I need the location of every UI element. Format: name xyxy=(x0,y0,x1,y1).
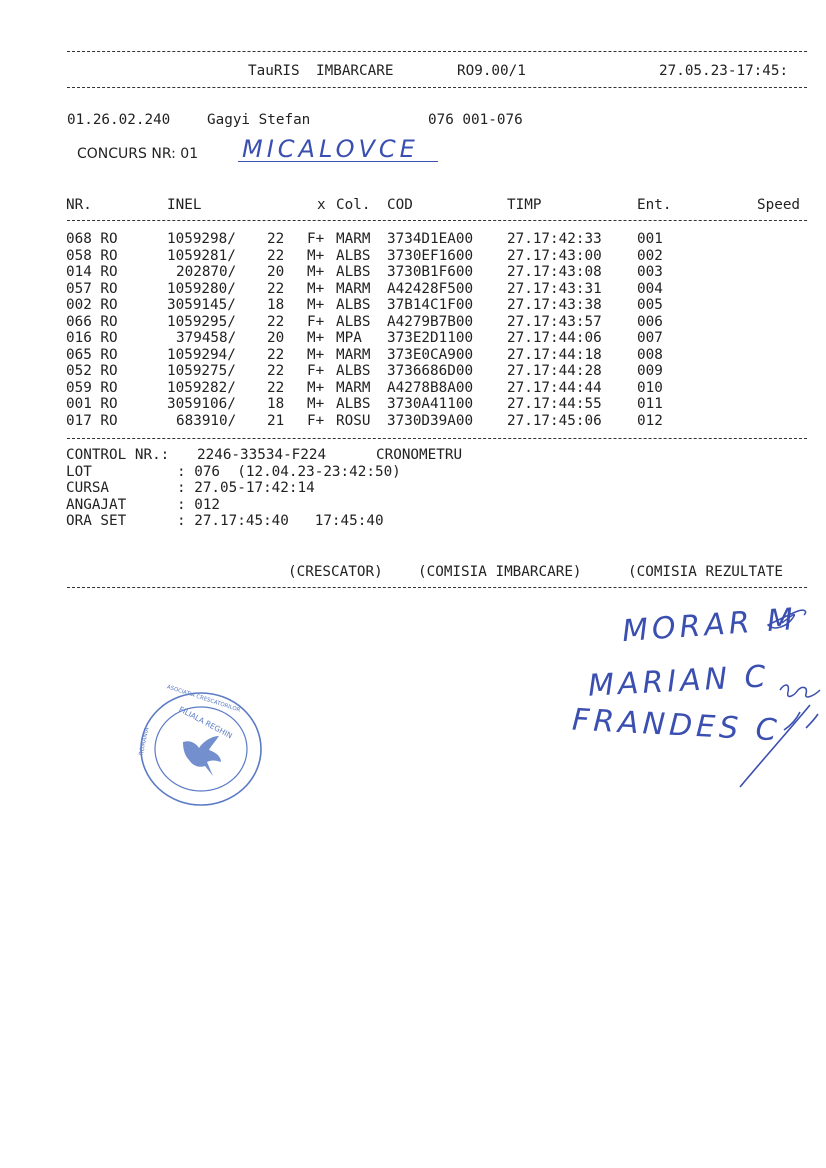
header-function: IMBARCARE xyxy=(316,63,394,79)
cell-code: A4279B7B00 xyxy=(387,313,474,330)
ora-set-value: : 27.17:45:40 17:45:40 xyxy=(177,513,384,529)
col-header-inel: INEL xyxy=(167,197,202,213)
cell-inel: 1059275/ xyxy=(167,363,236,379)
cell-entry: 008 xyxy=(637,346,663,363)
col-header-x: x xyxy=(317,197,326,213)
cell-inel: 379458/ xyxy=(176,330,237,346)
cell-code: A42428F500 xyxy=(387,280,474,297)
cell-color: ALBS xyxy=(336,396,371,412)
lot-value: : 076 (12.04.23-23:42:50) xyxy=(177,463,401,480)
cell-year: 20 xyxy=(267,330,285,346)
cell-time: 27.17:45:06 xyxy=(507,412,602,429)
col-header-col: Col. xyxy=(336,197,371,213)
cell-time: 27.17:42:33 xyxy=(507,231,602,247)
contest-location-handwritten: MICALOVCE xyxy=(242,135,419,163)
cell-color: MARM xyxy=(336,379,371,396)
cell-year: 22 xyxy=(267,313,285,330)
cell-sex: M+ xyxy=(307,297,325,313)
cell-inel: 1059282/ xyxy=(167,379,236,396)
handwritten-signature-3: FRANDES C xyxy=(571,702,782,749)
cell-entry: 009 xyxy=(637,363,663,379)
stamp-text-side: ROMANIA xyxy=(137,726,151,757)
cell-entry: 003 xyxy=(637,264,663,280)
cell-code: 3730B1F600 xyxy=(387,264,474,280)
fancier-name: Gagyi Stefan xyxy=(207,112,311,128)
cell-nr: 001 RO xyxy=(66,396,118,412)
cell-code: 3730EF1600 xyxy=(387,247,474,264)
cell-sex: M+ xyxy=(307,379,325,396)
header-datetime: 27.05.23-17:45: xyxy=(659,63,789,79)
col-header-speed: Speed xyxy=(757,197,801,213)
cell-year: 22 xyxy=(267,280,285,297)
cell-entry: 012 xyxy=(637,412,663,429)
cell-code: 37B14C1F00 xyxy=(387,297,474,313)
cell-year: 18 xyxy=(267,297,285,313)
cell-time: 27.17:43:00 xyxy=(507,247,602,264)
stamp-text-top: ASOCIATIA CRESCATORILOR xyxy=(165,684,241,714)
cell-color: MARM xyxy=(336,346,371,363)
cell-year: 22 xyxy=(267,363,285,379)
cell-time: 27.17:44:44 xyxy=(507,379,602,396)
cell-time: 27.17:43:57 xyxy=(507,313,602,330)
cell-code: 3730D39A00 xyxy=(387,412,474,429)
cell-sex: F+ xyxy=(307,363,325,379)
cell-color: ROSU xyxy=(336,412,371,429)
control-label: CONTROL NR.: xyxy=(66,447,170,463)
cell-color: MARM xyxy=(336,280,371,297)
cell-code: 3734D1EA00 xyxy=(387,231,474,247)
col-header-cod: COD xyxy=(387,197,413,213)
cell-inel: 1059294/ xyxy=(167,346,236,363)
cell-inel: 3059145/ xyxy=(167,297,236,313)
cell-entry: 001 xyxy=(637,231,663,247)
cell-inel: 1059298/ xyxy=(167,231,236,247)
cell-inel: 1059295/ xyxy=(167,313,236,330)
cell-nr: 016 RO xyxy=(66,330,118,346)
cell-color: ALBS xyxy=(336,264,371,280)
cell-color: ALBS xyxy=(336,247,371,264)
header-app-name: TauRIS xyxy=(248,63,300,79)
cell-time: 27.17:44:06 xyxy=(507,330,602,346)
cell-time: 27.17:43:08 xyxy=(507,264,602,280)
cell-nr: 052 RO xyxy=(66,363,118,379)
cell-code: 373E2D1100 xyxy=(387,330,474,346)
cell-nr: 058 RO xyxy=(66,247,118,264)
fancier-lot-range: 076 001-076 xyxy=(428,112,523,128)
cell-nr: 066 RO xyxy=(66,313,118,330)
cell-sex: F+ xyxy=(307,313,325,330)
stamp-text-mid: FILIALA REGHIN xyxy=(177,704,234,741)
fancier-code: 01.26.02.240 xyxy=(67,112,171,128)
cell-sex: M+ xyxy=(307,346,325,363)
cell-year: 18 xyxy=(267,396,285,412)
cell-year: 22 xyxy=(267,379,285,396)
cursa-label: CURSA xyxy=(66,480,110,496)
control-device: CRONOMETRU xyxy=(376,447,463,463)
cell-color: MARM xyxy=(336,231,371,247)
handwritten-signature-1: MORAR M xyxy=(620,601,799,650)
cell-inel: 1059280/ xyxy=(167,280,236,297)
cell-entry: 002 xyxy=(637,247,663,264)
col-header-nr: NR. xyxy=(66,197,92,213)
cell-entry: 011 xyxy=(637,396,663,412)
cell-sex: M+ xyxy=(307,330,325,346)
cell-code: A4278B8A00 xyxy=(387,379,474,396)
cell-entry: 005 xyxy=(637,297,663,313)
cell-sex: M+ xyxy=(307,264,325,280)
cell-entry: 006 xyxy=(637,313,663,330)
cell-code: 3736686D00 xyxy=(387,363,474,379)
cell-code: 3730A41100 xyxy=(387,396,474,412)
cell-sex: M+ xyxy=(307,396,325,412)
cell-time: 27.17:44:18 xyxy=(507,346,602,363)
header-version: RO9.00/1 xyxy=(457,63,526,79)
cell-nr: 002 RO xyxy=(66,297,118,313)
cell-time: 27.17:43:38 xyxy=(507,297,602,313)
control-value: 2246-33534-F224 xyxy=(197,447,327,463)
signature-label-crescator: (CRESCATOR) xyxy=(288,564,383,580)
cell-inel: 202870/ xyxy=(176,264,237,280)
cell-code: 373E0CA900 xyxy=(387,346,474,363)
cell-time: 27.17:43:31 xyxy=(507,280,602,297)
cell-sex: M+ xyxy=(307,247,325,264)
cell-nr: 068 RO xyxy=(66,231,118,247)
lot-label: LOT xyxy=(66,463,92,480)
ora-set-label: ORA SET xyxy=(66,513,127,529)
cell-nr: 057 RO xyxy=(66,280,118,297)
cell-year: 22 xyxy=(267,247,285,264)
cell-color: ALBS xyxy=(336,297,371,313)
cell-nr: 059 RO xyxy=(66,379,118,396)
col-header-ent: Ent. xyxy=(637,197,672,213)
contest-label: CONCURS NR: 01 xyxy=(77,146,199,162)
cell-year: 21 xyxy=(267,412,285,429)
cell-inel: 683910/ xyxy=(176,412,237,429)
cell-color: ALBS xyxy=(336,313,371,330)
cell-color: ALBS xyxy=(336,363,371,379)
cell-nr: 014 RO xyxy=(66,264,118,280)
stamp-seal xyxy=(137,690,267,810)
cell-nr: 065 RO xyxy=(66,346,118,363)
handwritten-signature-2: MARIAN C xyxy=(587,659,771,704)
angajat-label: ANGAJAT xyxy=(66,496,127,513)
col-header-timp: TIMP xyxy=(507,197,542,213)
cell-time: 27.17:44:28 xyxy=(507,363,602,379)
cell-entry: 007 xyxy=(637,330,663,346)
cell-sex: F+ xyxy=(307,412,325,429)
angajat-value: : 012 xyxy=(177,496,221,513)
cell-year: 22 xyxy=(267,231,285,247)
cell-sex: F+ xyxy=(307,231,325,247)
cell-entry: 010 xyxy=(637,379,663,396)
cell-inel: 1059281/ xyxy=(167,247,236,264)
cell-nr: 017 RO xyxy=(66,412,118,429)
cursa-value: : 27.05-17:42:14 xyxy=(177,480,315,496)
cell-year: 20 xyxy=(267,264,285,280)
signature-label-comisia-rezultate: (COMISIA REZULTATE xyxy=(628,564,783,580)
cell-sex: M+ xyxy=(307,280,325,297)
cell-year: 22 xyxy=(267,346,285,363)
signature-label-comisia-imbarcare: (COMISIA IMBARCARE) xyxy=(418,564,582,580)
cell-time: 27.17:44:55 xyxy=(507,396,602,412)
cell-entry: 004 xyxy=(637,280,663,297)
cell-color: MPA xyxy=(336,330,362,346)
cell-inel: 3059106/ xyxy=(167,396,236,412)
